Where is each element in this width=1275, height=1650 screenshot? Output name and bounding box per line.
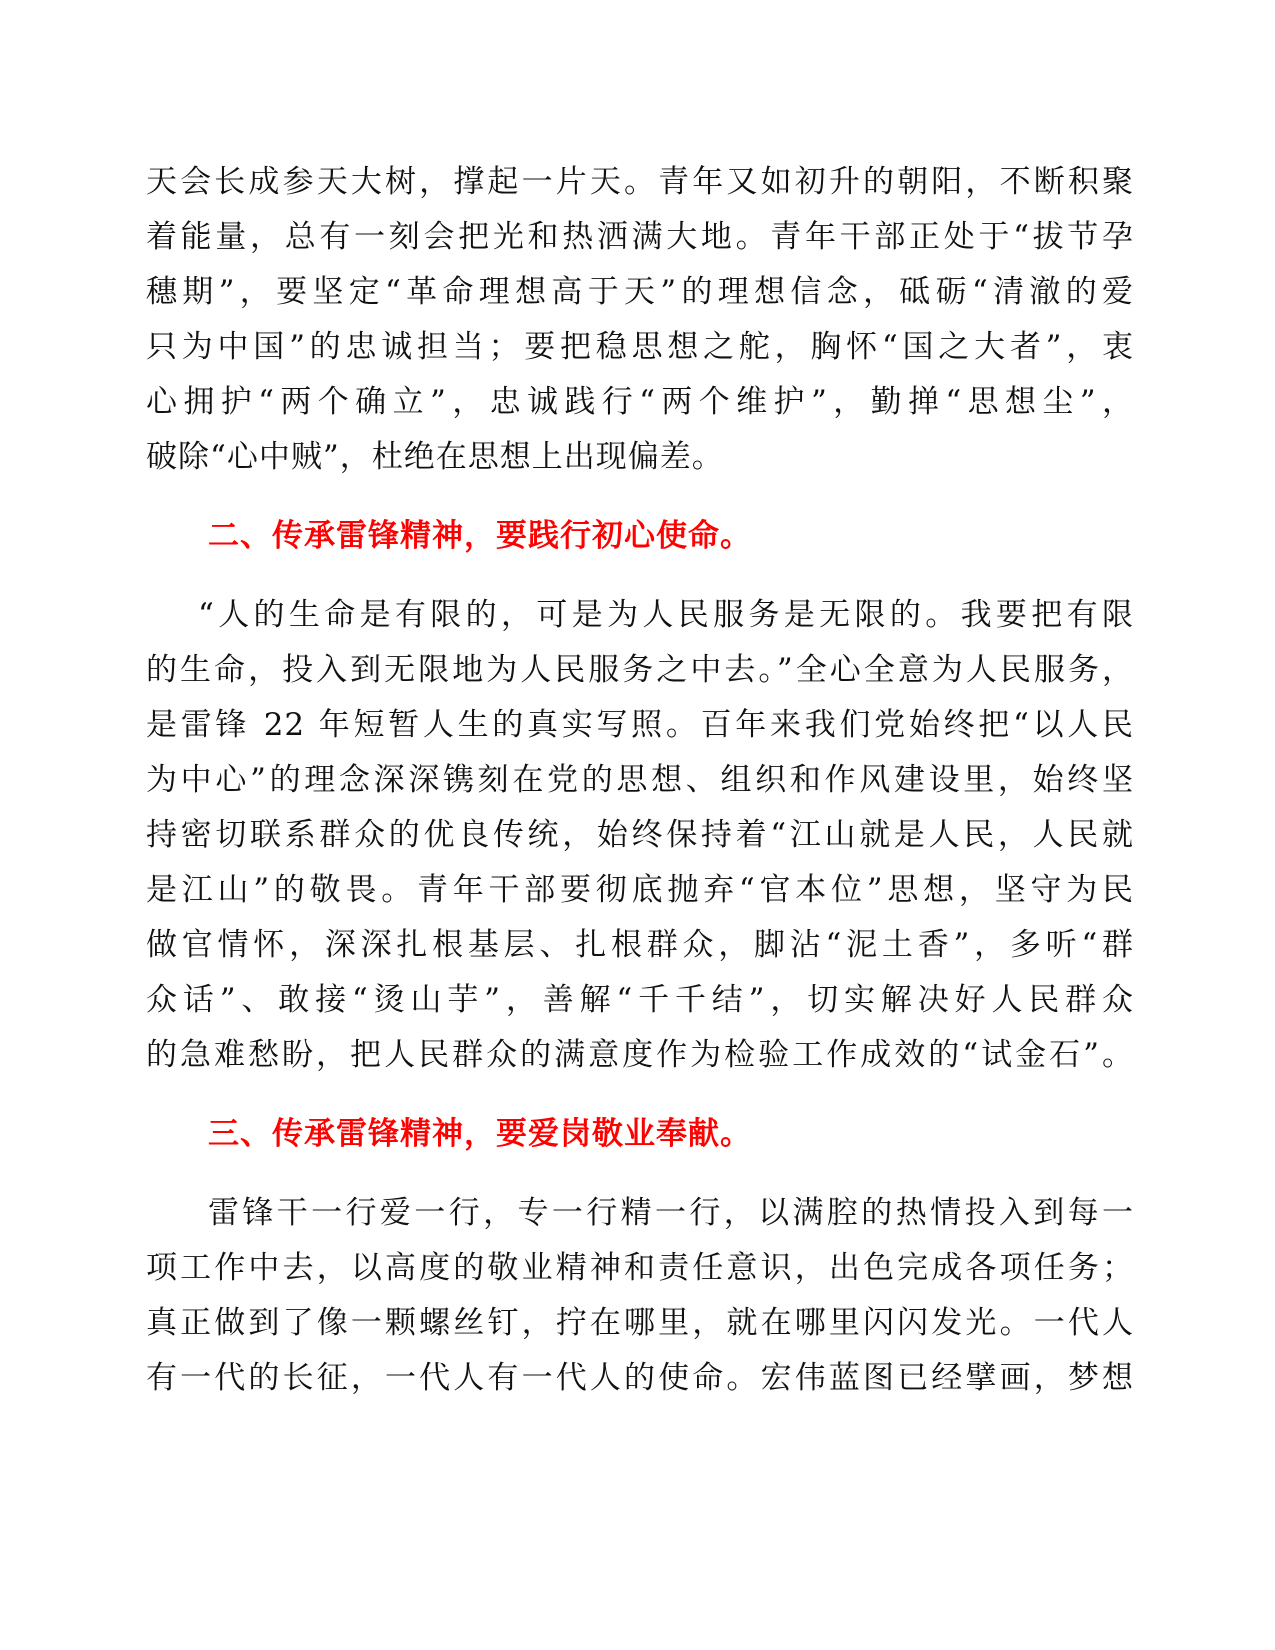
document-body [146,155,1134,1406]
paragraph-line: 持密切联系群众的优良传统，始终保持着“江山就是人民，人民就 [146,817,1134,853]
paragraph-line: 着能量，总有一刻会把光和热洒满大地。青年干部正处于“拔节孕 [146,219,1134,255]
paragraph-line: 天会长成参天大树，撑起一片天。青年又如初升的朝阳，不断积聚 [146,164,1134,200]
paragraph-line: 是江山”的敬畏。青年干部要彻底抛弃“官本位”思想，坚守为民 [146,872,1134,908]
paragraph-line: 项工作中去，以高度的敬业精神和责任意识，出色完成各项任务； [146,1250,1134,1286]
section-heading-3: 三、传承雷锋精神，要爱岗敬业奉献。 [208,1116,752,1152]
spacer [146,1162,1134,1186]
paragraph-line: “人的生命是有限的，可是为人民服务是无限的。我要把有限 [198,597,1134,633]
paragraph-2 [146,588,1134,1083]
paragraph-line: 做官情怀，深深扎根基层、扎根群众，脚沾“泥土香”，多听“群 [146,927,1134,963]
paragraph-line: 穗期”，要坚定“革命理想高于天”的理想信念，砥砺“清澈的爱 [146,274,1134,310]
spacer [146,564,1134,588]
paragraph-line: 破除“心中贼”，杜绝在思想上出现偏差。 [146,439,724,475]
paragraph-line: 为中心”的理念深深镌刻在党的思想、组织和作风建设里，始终坚 [146,762,1134,798]
section-heading-2: 二、传承雷锋精神，要践行初心使命。 [208,518,752,554]
spacer [146,1083,1134,1107]
paragraph-line: 的急难愁盼，把人民群众的满意度作为检验工作成效的“试金石”。 [146,1037,1134,1073]
paragraph-line: 有一代的长征，一代人有一代人的使命。宏伟蓝图已经擘画，梦想 [146,1360,1134,1396]
paragraph-line: 真正做到了像一颗螺丝钉，拧在哪里，就在哪里闪闪发光。一代人 [146,1305,1134,1341]
paragraph-line: 众话”、敢接“烫山芋”，善解“千千结”，切实解决好人民群众 [146,982,1134,1018]
paragraph-line: 的生命，投入到无限地为人民服务之中去。”全心全意为人民服务， [146,652,1134,688]
paragraph-3 [146,1186,1134,1406]
paragraph-line: 是雷锋 22 年短暂人生的真实写照。百年来我们党始终把“以人民 [146,707,1134,743]
paragraph-line: 心拥护“两个确立”，忠诚践行“两个维护”，勤掸“思想尘”， [146,384,1134,420]
paragraph-1 [146,155,1134,485]
paragraph-line: 雷锋干一行爱一行，专一行精一行，以满腔的热情投入到每一 [208,1195,1134,1231]
spacer [146,485,1134,509]
paragraph-line: 只为中国”的忠诚担当；要把稳思想之舵，胸怀“国之大者”，衷 [146,329,1134,365]
